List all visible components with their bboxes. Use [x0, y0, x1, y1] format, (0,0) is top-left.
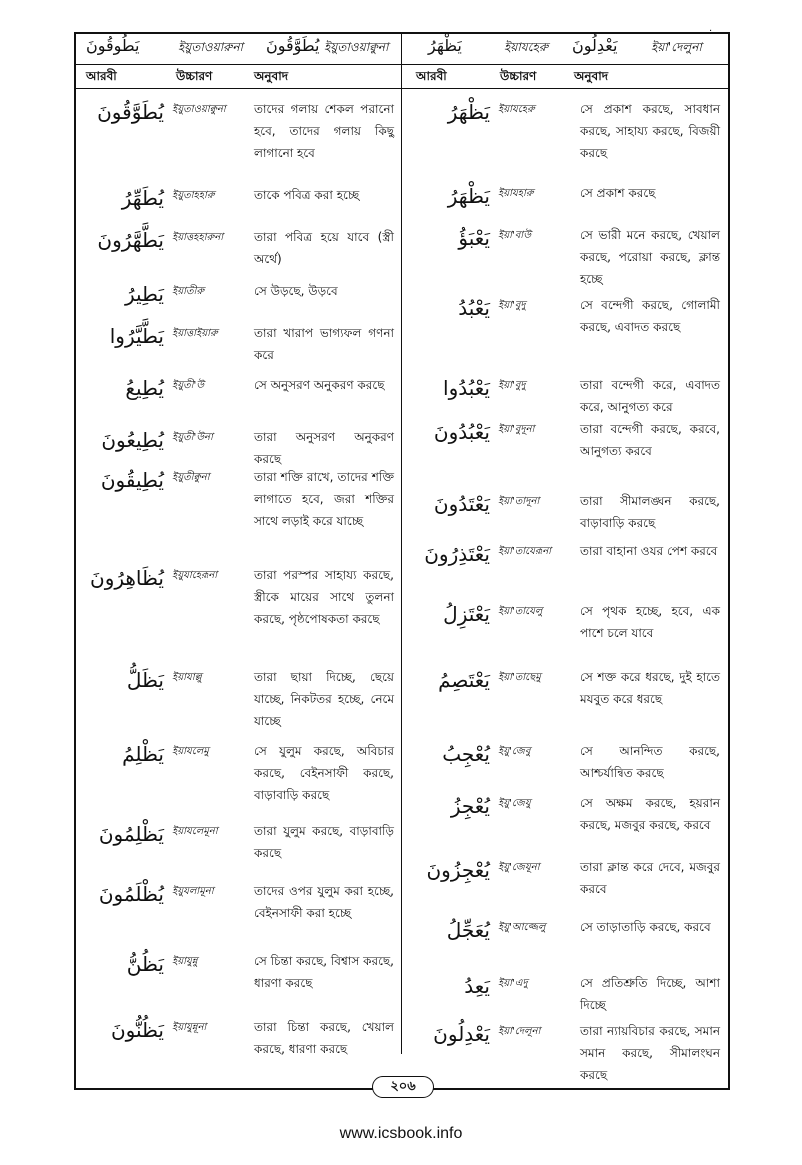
entry-meaning: তারা পরস্পর সাহায্য করছে, স্ত্রীকে মায়ের সাথে তুলনা করছে, পৃষ্ঠপোষকতা করছে: [254, 568, 394, 626]
entry-pronunciation: ইয়ু'জেযু: [498, 798, 531, 809]
entry-meaning: তারা শক্তি রাখে, তাদের শক্তি লাগাতে হবে, জরা শক্তির সাথে লড়াই করে যাচ্ছে: [254, 470, 394, 528]
entry-pronunciation: ইয়ুযাহেরূনা: [172, 570, 218, 581]
corner-mark: ·: [709, 26, 713, 37]
running-header: [76, 34, 728, 65]
header-right-arabic-2: يَعْدِلُونَ: [572, 36, 618, 55]
entry-meaning: সে প্রকাশ করছে: [580, 186, 656, 200]
entry-meaning: সে অক্ষম করছে, হয়রান করছে, মজবুর করছে, করবে: [580, 796, 720, 832]
entry-arabic: يُطَهِّرُ: [121, 186, 164, 210]
entry-meaning: তাদের গলায় শেকল পরানো হবে, তাদের গলায় কিছু লাগানো হবে: [254, 102, 394, 160]
entry-arabic: يَعْتَذِرُونَ: [424, 542, 490, 566]
entry-pronunciation: ইয়ু'জেবু: [498, 746, 531, 757]
page-number: ২০৬: [372, 1076, 434, 1098]
entry-meaning: তারা চিন্তা করছে, খেয়াল করছে, ধারণা করছে: [254, 1020, 394, 1056]
entry-pronunciation: ইয়া'বুদু: [498, 380, 526, 391]
entry-arabic: يَعْتَصِمُ: [438, 668, 490, 692]
header-left-arabic-2: يُطَوَّقُونَ: [266, 36, 320, 55]
entry-pronunciation: ইয়ুতী'উ: [172, 380, 204, 391]
entry-arabic: يَظْلِمُ: [122, 742, 164, 766]
col-pron-right: উচ্চারণ: [500, 69, 537, 83]
entry-arabic: يُظْلَمُونَ: [98, 882, 164, 906]
entry-meaning: সে বন্দেগী করছে, গোলামী করছে, এবাদত করছে: [580, 298, 720, 334]
entry-pronunciation: ইয়ুতী'উনা: [172, 432, 213, 443]
entry-meaning: তারা যুলুম করছে, বাড়াবাড়ি করছে: [254, 824, 394, 860]
column-headers: [76, 64, 728, 89]
entry-pronunciation: ইয়াযুন্নূনা: [172, 1022, 207, 1033]
entry-pronunciation: ইয়াযুন্নু: [172, 956, 198, 967]
entry-arabic: يَظُنُّ: [126, 952, 164, 976]
entry-arabic: يُطِيعُونَ: [101, 428, 164, 452]
entry-pronunciation: ইয়াতীরু: [172, 286, 205, 297]
entry-pronunciation: ইয়া'তাদূনা: [498, 496, 540, 507]
entry-arabic: يَطِيرُ: [124, 282, 164, 306]
column-divider: [401, 34, 402, 1054]
entry-arabic: يُظَاهِرُونَ: [90, 566, 164, 590]
entry-pronunciation: ইয়াত্তাইয়ারু: [172, 328, 218, 339]
header-left-arabic-1: يَطُوقُونَ: [86, 36, 140, 55]
entry-meaning: তারা ছায়া দিচ্ছে, ছেয়ে যাচ্ছে, নিকটতর হচ্ছে, নেমে যাচ্ছে: [254, 670, 394, 728]
dictionary-table: [74, 32, 730, 1094]
entry-pronunciation: ইয়ুতীক্বুনা: [172, 472, 210, 483]
entry-arabic: يَطَّهَّرُونَ: [97, 228, 164, 252]
entry-pronunciation: ইয়ু'জেযূনা: [498, 862, 540, 873]
entry-meaning: তারা বন্দেগী করে, এবাদত করে, আনুগত্য করে: [580, 378, 720, 414]
entry-meaning: সে প্রতিশ্রুতি দিচ্ছে, আশা দিচ্ছে: [580, 976, 720, 1012]
website-footer: www.icsbook.info: [339, 1125, 463, 1142]
entry-pronunciation: ইয়াযহারু: [498, 188, 534, 199]
entry-pronunciation: ইয়া'এদু: [498, 978, 528, 989]
entry-pronunciation: ইয়া'বাউ: [498, 230, 531, 241]
entry-arabic: يَعْبَؤُ: [458, 226, 490, 250]
entry-arabic: يَظْهَرُ: [447, 184, 490, 208]
entry-meaning: তারা অনুসরণ অনুকরণ করছে: [254, 430, 394, 466]
entry-meaning: সে পৃথক হচ্ছে, হবে, এক পাশে চলে যাবে: [580, 604, 720, 640]
entry-arabic: يَظْلِمُونَ: [98, 822, 164, 846]
header-left-pron-2: ইয়ুতাওয়াক্বুনা: [324, 40, 389, 54]
header-right-pron-2: ইয়া'দেলুনা: [651, 40, 702, 54]
entry-arabic: يُعَجِّلُ: [446, 918, 490, 942]
entry-pronunciation: ইয়া'বুদু: [498, 300, 526, 311]
entry-arabic: يَعْتَزِلُ: [443, 602, 490, 626]
entry-pronunciation: ইয়াযাল্লু: [172, 672, 202, 683]
entry-arabic: يَعْبُدُوا: [443, 376, 490, 400]
entry-pronunciation: ইয়ুযলামূনা: [172, 886, 214, 897]
entry-pronunciation: ইয়া'বুদূনা: [498, 424, 535, 435]
entry-pronunciation: ইয়ুতাওয়াক্বুনা: [172, 104, 226, 115]
entry-arabic: يُطِيعُ: [125, 376, 164, 400]
entry-meaning: তারা বন্দেগী করছে, করবে, আনুগত্য করবে: [580, 422, 720, 458]
entry-pronunciation: ইয়াযলেমূনা: [172, 826, 218, 837]
col-meaning-right: অনুবাদ: [574, 69, 609, 83]
col-arabic-left: আরবী: [86, 69, 117, 83]
entry-meaning: তারা সীমালঙ্ঘন করছে, বাড়াবাড়ি করছে: [580, 494, 720, 530]
entry-meaning: সে তাড়াতাড়ি করছে, করবে: [580, 920, 711, 934]
entry-meaning: তাদের ওপর যুলুম করা হচ্ছে, বেইনসাফী করা হচ্ছে: [254, 884, 394, 920]
entry-arabic: يُطَوَّقُونَ: [97, 100, 164, 124]
entry-arabic: يَعِدُ: [464, 974, 490, 998]
entry-arabic: يَعْبُدُ: [458, 296, 490, 320]
entry-pronunciation: ইয়াত্তহহারুনা: [172, 232, 224, 243]
entry-meaning: সে প্রকাশ করছে, সাবধান করছে, সাহায্য করছে, বিজয়ী করছে: [580, 102, 720, 160]
col-arabic-right: আরবী: [416, 69, 447, 83]
col-meaning-left: অনুবাদ: [254, 69, 289, 83]
entry-meaning: তারা খারাপ ভাগ্যফল গণনা করে: [254, 326, 394, 362]
entry-meaning: সে আনন্দিত করছে, আশ্চর্যান্বিত করছে: [580, 744, 720, 780]
entry-pronunciation: ইয়াযলেমু: [172, 746, 209, 757]
entry-pronunciation: ইয়া'তাযেলু: [498, 606, 543, 617]
entry-arabic: يَظْهَرُ: [447, 100, 490, 124]
entry-arabic: يَظُنُّونَ: [110, 1018, 164, 1042]
entry-meaning: সে ভারী মনে করছে, খেয়াল করছে, পরোয়া করছে, ক্লান্ত হচ্ছে: [580, 228, 720, 286]
header-left-pron-1: ইয়ুতাওয়ারুনা: [178, 40, 244, 54]
entry-arabic: يُعْجِزُ: [450, 794, 490, 818]
entry-meaning: সে যুলুম করছে, অবিচার করছে, বেইনসাফী করছে, বাড়াবাড়ি করছে: [254, 744, 394, 802]
entry-pronunciation: ইয়া'দেলূনা: [498, 1026, 541, 1037]
header-right-pron-1: ইয়াযহেরু: [504, 40, 549, 54]
entry-meaning: সে উড়ছে, উড়বে: [254, 284, 338, 298]
entry-arabic: يَعْتَدُونَ: [433, 492, 490, 516]
entry-meaning: সে শক্ত করে ধরছে, দুই হাতে মযবুত করে ধরছে: [580, 670, 720, 706]
col-pron-left: উচ্চারণ: [176, 69, 213, 83]
entry-arabic: يَعْدِلُونَ: [433, 1022, 490, 1046]
entry-arabic: يُعْجِبُ: [442, 742, 490, 766]
entry-meaning: সে অনুসরণ অনুকরণ করছে: [254, 378, 385, 392]
entry-pronunciation: ইয়া'তাছেমু: [498, 672, 541, 683]
entry-meaning: তারা ন্যায়বিচার করছে, সমান সমান করছে, সীমালংঘন করছে: [580, 1024, 720, 1082]
entry-meaning: সে চিন্তা করছে, বিশ্বাস করছে, ধারণা করছে: [254, 954, 394, 990]
entry-meaning: তারা বাহানা ওযর পেশ করবে: [580, 544, 718, 558]
entry-pronunciation: ইয়ু'আজ্জেলু: [498, 922, 546, 933]
entry-meaning: তারা ক্লান্ত করে দেবে, মজবুর করবে: [580, 860, 720, 896]
entry-arabic: يَعْبُدُونَ: [433, 420, 490, 444]
entry-pronunciation: ইয়া'তাযেরূনা: [498, 546, 552, 557]
entry-arabic: يَطَّيَّرُوا: [109, 324, 164, 348]
header-right-arabic-1: يَظْهَرُ: [428, 36, 462, 55]
entry-arabic: يَظَلُّ: [126, 668, 164, 692]
entry-arabic: يُعْجِزُونَ: [426, 858, 490, 882]
entry-meaning: তারা পবিত্র হয়ে যাবে (স্ত্রী অর্থে): [254, 230, 394, 266]
entry-pronunciation: ইয়াযহেরু: [498, 104, 535, 115]
entry-arabic: يُطِيقُونَ: [100, 468, 164, 492]
entry-pronunciation: ইয়ুতাহহারু: [172, 190, 215, 201]
entry-meaning: তাকে পবিত্র করা হচ্ছে: [254, 188, 360, 202]
